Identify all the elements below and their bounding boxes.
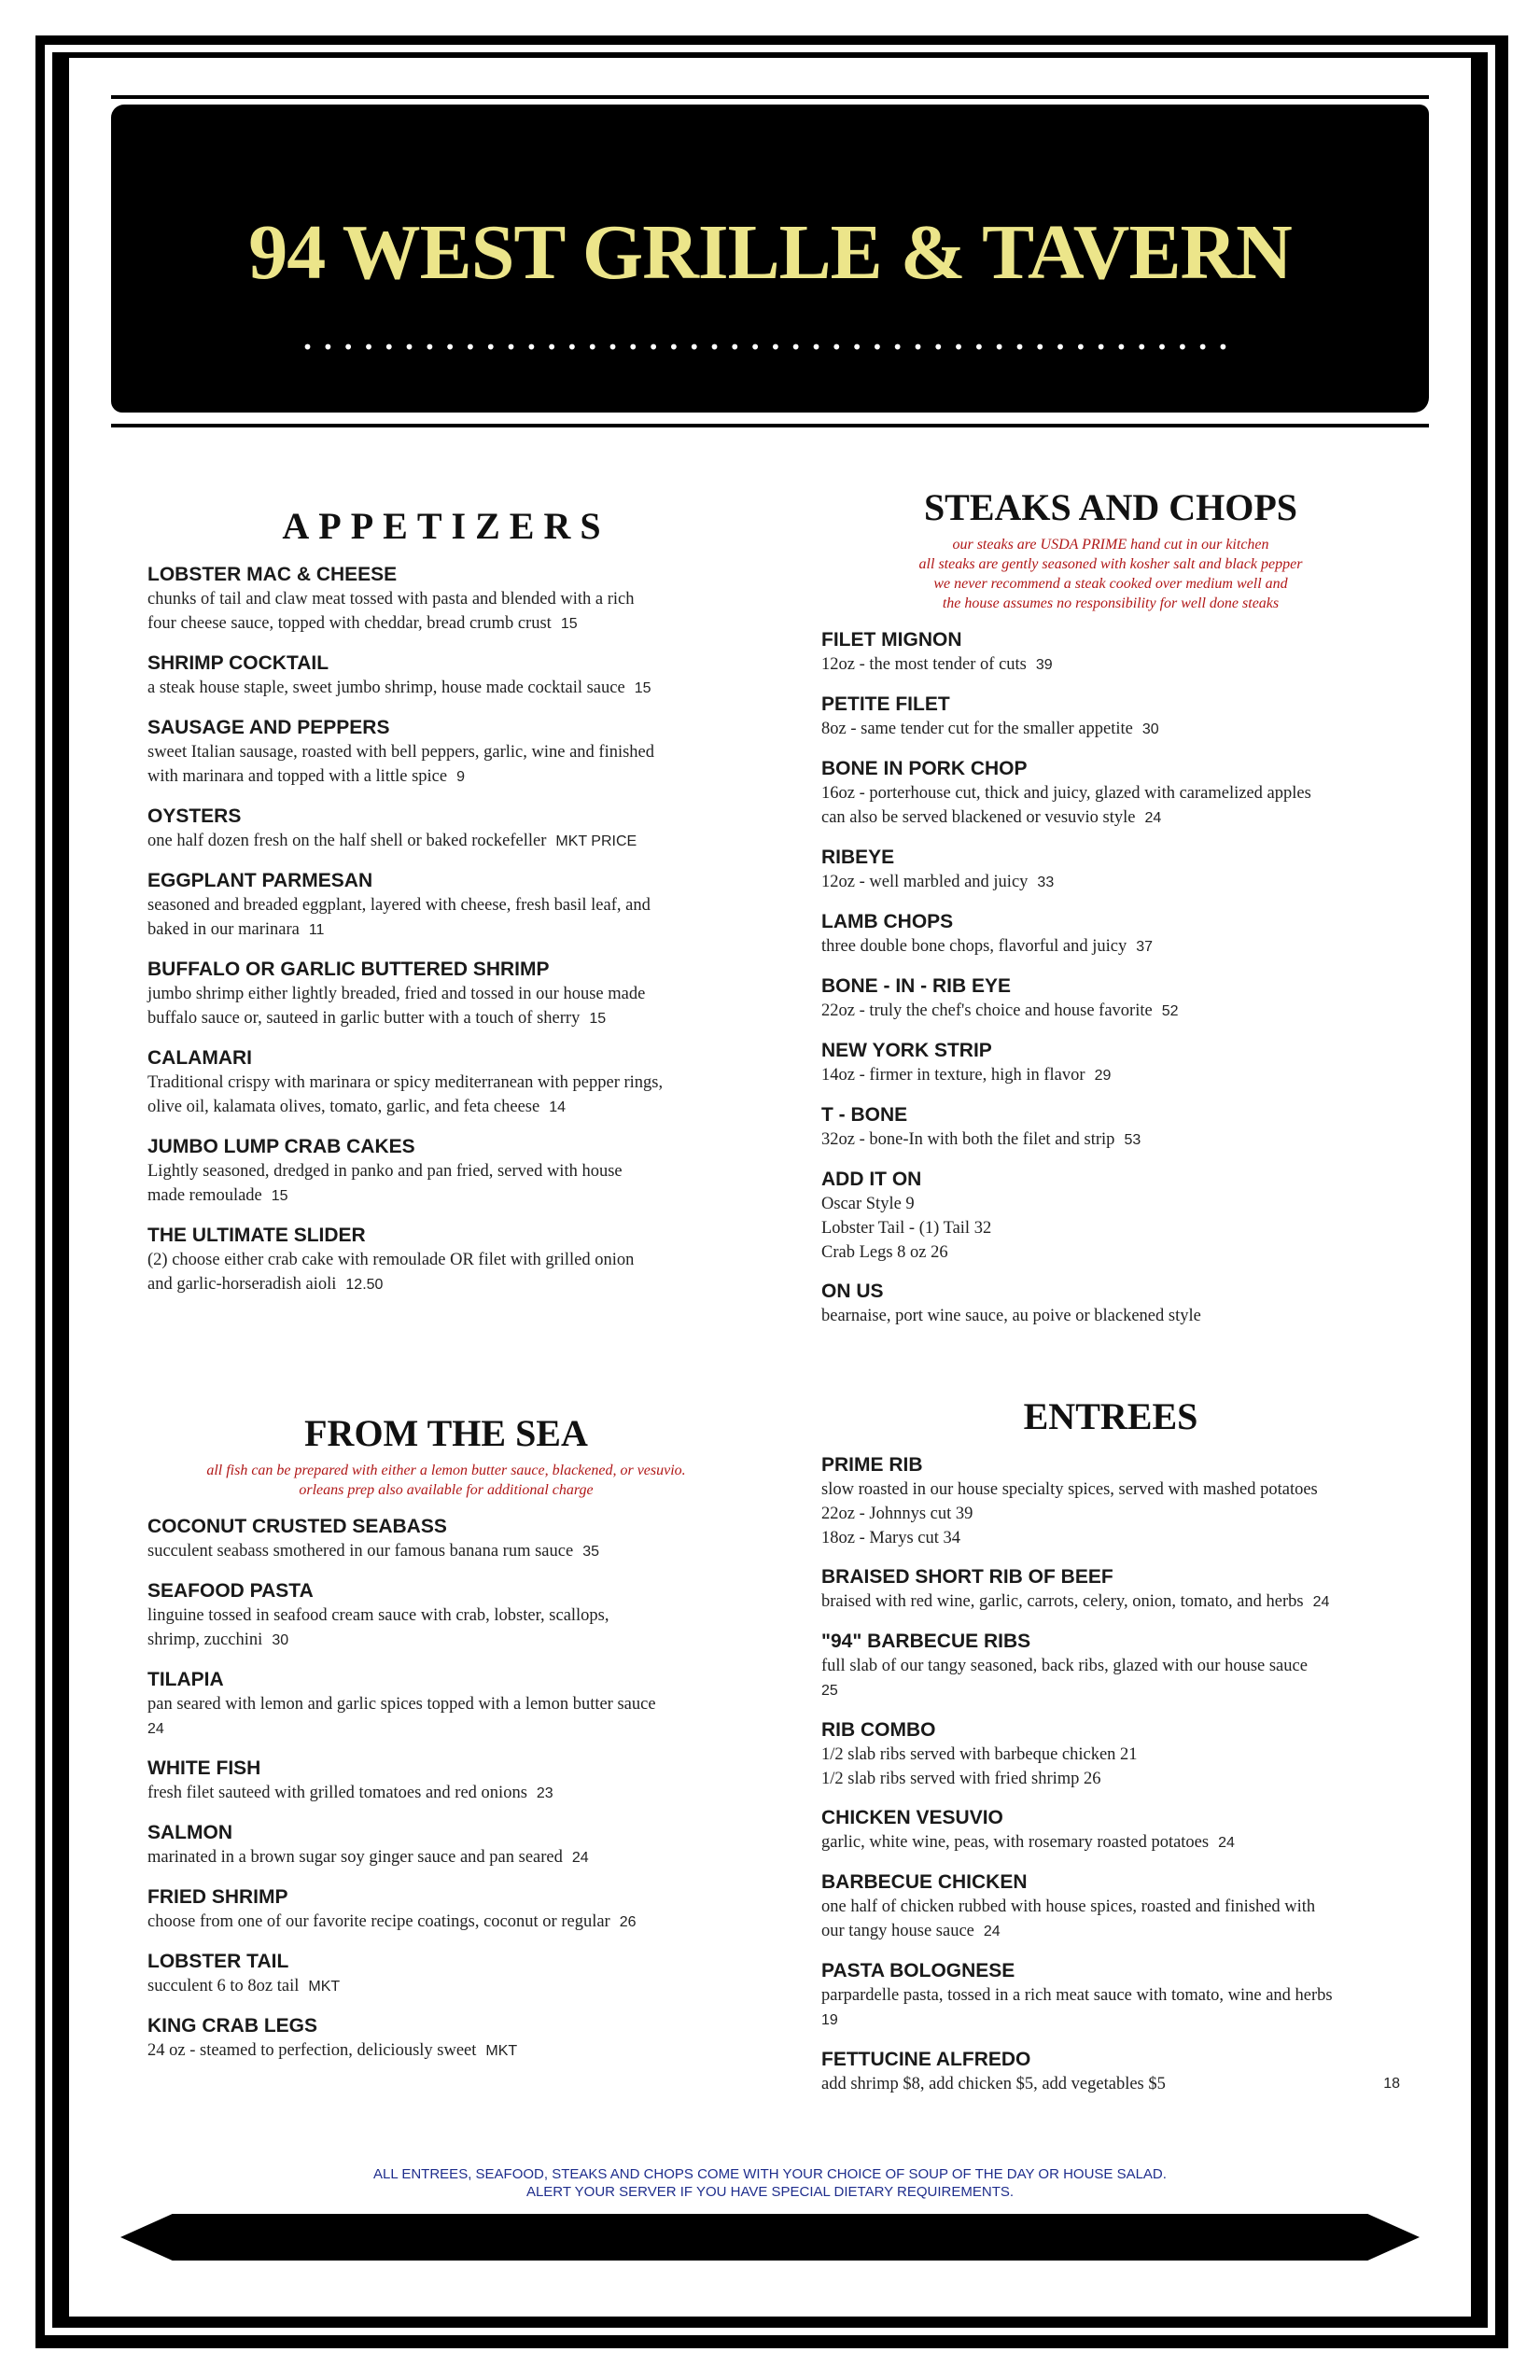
menu-item: [147, 1579, 745, 1653]
menu-item-description: [821, 1743, 1400, 1791]
menu-item-price: 30: [272, 1632, 289, 1648]
description-text: 1/2 slab ribs served with barbeque chicken 21: [821, 1745, 1138, 1764]
description-line: [147, 1248, 745, 1272]
description-line: [147, 1716, 745, 1742]
menu-item-price: 15: [560, 616, 578, 632]
description-text: succulent 6 to 8oz tail: [147, 1977, 300, 1995]
menu-item-description: [821, 1830, 1400, 1855]
description-text: made remoulade: [147, 1186, 262, 1205]
description-text: braised with red wine, garlic, carrots, celery, onion, tomato, and herbs: [821, 1592, 1304, 1611]
description-line: [147, 1071, 745, 1095]
description-text: 1/2 slab ribs served with fried shrimp 26: [821, 1770, 1101, 1788]
menu-item: [147, 2014, 745, 2064]
menu-item-price: 14: [549, 1099, 566, 1115]
menu-item: [821, 1959, 1400, 2033]
description-line: [147, 1692, 745, 1716]
menu-item: [821, 757, 1400, 831]
steaks-title: STEAKS AND CHOPS: [923, 486, 1298, 528]
menu-item: [821, 846, 1400, 895]
description-line: [147, 982, 745, 1006]
appetizers-title: APPETIZERS: [282, 505, 610, 547]
menu-item: [821, 693, 1400, 742]
description-text: Crab Legs 8 oz 26: [821, 1243, 948, 1262]
menu-item: [147, 958, 745, 1031]
steaks-note: [821, 535, 1400, 613]
description-text: Oscar Style 9: [821, 1195, 915, 1213]
menu-item: [147, 1821, 745, 1870]
menu-item-price: 24: [1144, 810, 1162, 826]
menu-item-description: [821, 1589, 1400, 1615]
menu-item-name: SAUSAGE AND PEPPERS: [147, 717, 390, 738]
menu-item-price: 30: [1141, 721, 1159, 737]
menu-item: [821, 2048, 1400, 2096]
menu-item: [821, 1565, 1400, 1615]
menu-item-price: 53: [1124, 1132, 1141, 1148]
menu-item-description: [147, 1910, 745, 1935]
menu-item-name: TILAPIA: [147, 1669, 224, 1690]
description-line: [147, 1845, 745, 1870]
menu-item-name: FRIED SHRIMP: [147, 1886, 288, 1908]
menu-item-description: [821, 1063, 1400, 1088]
description-line: [821, 652, 1400, 678]
menu-item-name: THE ULTIMATE SLIDER: [147, 1225, 366, 1246]
description-text: shrimp, zucchini: [147, 1631, 263, 1649]
menu-item-description: [821, 1895, 1400, 1944]
description-line: [821, 870, 1400, 895]
description-line: [821, 1895, 1400, 1919]
menu-item: [147, 869, 745, 943]
note-line: our steaks are USDA PRIME hand cut in our kitchen: [952, 537, 1269, 553]
description-line: [821, 934, 1400, 959]
menu-item-description: [147, 1071, 745, 1120]
menu-item-name: BONE - IN - RIB EYE: [821, 975, 1012, 997]
menu-item-price: 23: [536, 1785, 553, 1801]
menu-item-price: MKT: [308, 1979, 341, 1995]
description-line: [147, 1272, 745, 1297]
description-line: [147, 893, 745, 917]
sea-list: [147, 1515, 745, 2064]
menu-item-price: 29: [1094, 1068, 1112, 1084]
description-line: [147, 1628, 745, 1653]
menu-item-description: [821, 1192, 1400, 1265]
menu-page: [69, 58, 1471, 2317]
menu-item-price: 37: [1136, 939, 1154, 955]
menu-item-price: MKT: [485, 2043, 518, 2059]
menu-item-description: [147, 740, 745, 790]
menu-item-name: FILET MIGNON: [821, 629, 962, 651]
dot-divider: ••••••••••••••••••••••••••••••••••••••••••••••: [301, 336, 1239, 358]
description-line: [821, 1919, 1400, 1944]
menu-item-name: SHRIMP COCKTAIL: [147, 652, 329, 674]
menu-item-description: [821, 1983, 1400, 2033]
menu-item: [821, 910, 1400, 959]
menu-item-description: [147, 2038, 745, 2064]
description-text: 16oz - porterhouse cut, thick and juicy, glazed with caramelized apples: [821, 784, 1311, 803]
menu-item-price: 24: [1218, 1835, 1235, 1851]
menu-item: [147, 1757, 745, 1806]
menu-item-description: [147, 1845, 745, 1870]
menu-item-name: BUFFALO OR GARLIC BUTTERED SHRIMP: [147, 959, 550, 980]
description-text: 24 oz - steamed to perfection, deliciously sweet: [147, 2041, 477, 2060]
note-line: we never recommend a steak cooked over medium well and: [933, 576, 1288, 592]
menu-item-description: [821, 999, 1400, 1024]
menu-item: [821, 1870, 1400, 1944]
menu-item-name: WHITE FISH: [147, 1757, 261, 1779]
description-text: a steak house staple, sweet jumbo shrimp, house made cocktail sauce: [147, 679, 625, 697]
menu-item: [821, 1039, 1400, 1088]
description-text: Traditional crispy with marinara or spicy mediterranean with pepper rings,: [147, 1073, 664, 1092]
menu-item-name: CALAMARI: [147, 1047, 252, 1069]
menu-item-name: LAMB CHOPS: [821, 911, 954, 932]
menu-item-description: [147, 1248, 745, 1297]
menu-item: [821, 1168, 1400, 1265]
menu-item-price: MKT PRICE: [555, 833, 637, 849]
description-text: 22oz - truly the chef's choice and house favorite: [821, 1001, 1153, 1020]
menu-item-description: [821, 781, 1400, 831]
description-text: four cheese sauce, topped with cheddar, bread crumb crust: [147, 614, 552, 633]
note-line: orleans prep also available for additional charge: [299, 1482, 594, 1498]
description-text: three double bone chops, flavorful and juicy: [821, 937, 1127, 956]
menu-item-price: 24: [571, 1850, 589, 1866]
menu-item: [147, 1950, 745, 1999]
description-line: [821, 1240, 1400, 1265]
steaks-list: [821, 628, 1400, 1328]
menu-item: [147, 651, 745, 701]
sea-title: FROM THE SEA: [304, 1412, 588, 1454]
menu-item: [147, 805, 745, 854]
menu-item: [147, 1885, 745, 1935]
menu-item-description: [147, 893, 745, 943]
menu-item-name: RIB COMBO: [821, 1719, 936, 1741]
menu-item-name: PETITE FILET: [821, 693, 950, 715]
description-line: [147, 1781, 745, 1806]
description-text: parpardelle pasta, tossed in a rich meat sauce with tomato, wine and herbs: [821, 1986, 1333, 2005]
description-line: [147, 2038, 745, 2064]
menu-item-price: 24: [1312, 1594, 1330, 1610]
description-line: [147, 1539, 745, 1564]
menu-item-description: [147, 982, 745, 1031]
note-line: the house assumes no responsibility for well done steaks: [942, 595, 1280, 611]
menu-item-name: EGGPLANT PARMESAN: [147, 870, 373, 891]
menu-item: [147, 1515, 745, 1564]
description-text: fresh filet sauteed with grilled tomatoes and red onions: [147, 1784, 527, 1802]
description-line: [821, 2072, 1400, 2096]
menu-item-description: [147, 1781, 745, 1806]
description-line: [147, 829, 745, 854]
menu-item-description: [821, 1654, 1400, 1703]
description-text: buffalo sauce or, sauteed in garlic butter with a touch of sherry: [147, 1009, 581, 1028]
description-line: [821, 1743, 1400, 1767]
menu-item-name: BARBECUE CHICKEN: [821, 1871, 1028, 1893]
description-text: 12oz - well marbled and juicy: [821, 873, 1029, 891]
description-line: [147, 1095, 745, 1120]
menu-item-description: [147, 1692, 745, 1742]
description-text: can also be served blackened or vesuvio style: [821, 808, 1136, 827]
description-line: [821, 1127, 1400, 1153]
menu-item-name: PRIME RIB: [821, 1454, 923, 1476]
description-text: succulent seabass smothered in our famous banana rum sauce: [147, 1542, 574, 1561]
header-top-rule: [111, 95, 1429, 99]
description-text: add shrimp $8, add chicken $5, add vegetables $5: [821, 2075, 1166, 2093]
description-text: seasoned and breaded eggplant, layered with cheese, fresh basil leaf, and: [147, 896, 651, 915]
description-line: [147, 1159, 745, 1183]
footer-line-1: ALL ENTREES, SEAFOOD, STEAKS AND CHOPS COME WITH YOUR CHOICE OF SOUP OF THE DAY OR HOUSE SALAD.: [373, 2166, 1167, 2182]
description-text: olive oil, kalamata olives, tomato, garlic, and feta cheese: [147, 1098, 540, 1116]
menu-item-name: COCONUT CRUSTED SEABASS: [147, 1516, 447, 1537]
note-line: all fish can be prepared with either a lemon butter sauce, blackened, or vesuvio.: [206, 1463, 686, 1478]
description-text: 32oz - bone-In with both the filet and strip: [821, 1130, 1115, 1149]
entrees-section: [821, 1394, 1400, 2096]
menu-item-name: KING CRAB LEGS: [147, 2015, 318, 2037]
menu-item: [821, 1630, 1400, 1703]
menu-item-description: [147, 1603, 745, 1653]
menu-item-price: 15: [271, 1188, 288, 1204]
menu-item-name: NEW YORK STRIP: [821, 1040, 992, 1061]
note-line: all steaks are gently seasoned with kosher salt and black pepper: [918, 556, 1303, 572]
description-text: and garlic-horseradish aioli: [147, 1275, 337, 1294]
description-text: 8oz - same tender cut for the smaller appetite: [821, 720, 1133, 738]
description-text: linguine tossed in seafood cream sauce with crab, lobster, scallops,: [147, 1606, 609, 1625]
description-line: [147, 917, 745, 943]
description-line: [821, 1502, 1400, 1526]
description-line: [147, 764, 745, 790]
footer-note: [69, 2165, 1471, 2201]
description-text: Lightly seasoned, dredged in panko and pan fried, served with house: [147, 1162, 623, 1181]
description-line: [147, 1910, 745, 1935]
description-line: [821, 1304, 1400, 1328]
menu-item-description: [821, 934, 1400, 959]
menu-item-price: 19: [821, 2012, 838, 2028]
menu-item-description: [821, 717, 1400, 742]
description-text: 22oz - Johnnys cut 39: [821, 1505, 973, 1523]
description-text: choose from one of our favorite recipe coatings, coconut or regular: [147, 1912, 610, 1931]
menu-item-price: 11: [308, 922, 325, 938]
description-text: our tangy house sauce: [821, 1922, 974, 1940]
menu-item-description: [821, 652, 1400, 678]
description-line: [821, 1678, 1400, 1703]
menu-item-name: "94" BARBECUE RIBS: [821, 1631, 1031, 1652]
description-text: 18oz - Marys cut 34: [821, 1529, 960, 1547]
restaurant-title: 94 WEST GRILLE & TAVERN: [248, 209, 1292, 296]
menu-item: [821, 1453, 1400, 1550]
description-line: [821, 805, 1400, 831]
menu-item-description: [821, 2072, 1400, 2096]
description-line: [147, 1006, 745, 1031]
appetizers-section: [147, 504, 745, 1297]
menu-item-price: 24: [983, 1924, 1001, 1939]
steaks-section: [821, 485, 1400, 1328]
menu-item: [821, 1718, 1400, 1791]
menu-item-price: 52: [1161, 1003, 1179, 1019]
menu-item-price: 25: [821, 1683, 838, 1699]
menu-item-name: CHICKEN VESUVIO: [821, 1807, 1003, 1828]
description-text: full slab of our tangy seasoned, back ribs, glazed with our house sauce: [821, 1657, 1308, 1675]
menu-item-price: 24: [147, 1721, 164, 1737]
menu-item: [147, 716, 745, 790]
description-line: [147, 740, 745, 764]
description-line: [821, 1767, 1400, 1791]
description-text: baked in our marinara: [147, 920, 300, 939]
description-line: [147, 1603, 745, 1628]
description-line: [821, 781, 1400, 805]
description-line: [821, 1526, 1400, 1550]
description-text: 12oz - the most tender of cuts: [821, 655, 1027, 674]
menu-item-name: PASTA BOLOGNESE: [821, 1960, 1015, 1981]
menu-item: [821, 974, 1400, 1024]
description-line: [147, 611, 745, 637]
menu-item: [821, 1280, 1400, 1328]
menu-item-price: 9: [456, 769, 465, 785]
description-line: [821, 1063, 1400, 1088]
description-line: [821, 1589, 1400, 1615]
menu-item-name: BONE IN PORK CHOP: [821, 758, 1028, 779]
menu-item-name: ADD IT ON: [821, 1169, 922, 1190]
menu-item: [821, 1103, 1400, 1153]
menu-item-name: T - BONE: [821, 1104, 908, 1126]
description-line: [821, 1192, 1400, 1216]
header-bottom-rule: [111, 424, 1429, 427]
menu-item-name: ON US: [821, 1281, 884, 1302]
description-text: Lobster Tail - (1) Tail 32: [821, 1219, 992, 1238]
menu-item: [147, 1135, 745, 1209]
description-text: with marinara and topped with a little spice: [147, 767, 448, 786]
description-line: [147, 1183, 745, 1209]
sea-note: [147, 1461, 745, 1500]
menu-item-price: 15: [634, 680, 651, 696]
menu-item: [821, 1806, 1400, 1855]
menu-item-description: [147, 1539, 745, 1564]
appetizers-list: [147, 563, 745, 1297]
description-line: [821, 2008, 1400, 2033]
description-line: [821, 1983, 1400, 2008]
description-line: [821, 717, 1400, 742]
menu-item-price: 12.50: [345, 1277, 384, 1293]
menu-item-price: 18: [1383, 2076, 1400, 2092]
description-text: (2) choose either crab cake with remoulade OR filet with grilled onion: [147, 1251, 635, 1269]
menu-item: [147, 563, 745, 637]
menu-item-name: SALMON: [147, 1822, 232, 1843]
entrees-title: ENTREES: [1023, 1395, 1198, 1437]
header-banner: [111, 105, 1429, 413]
menu-item-price: 26: [619, 1914, 637, 1930]
description-text: one half of chicken rubbed with house spices, roasted and finished with: [821, 1897, 1316, 1916]
description-line: [147, 587, 745, 611]
description-line: [821, 1830, 1400, 1855]
menu-item-description: [147, 829, 745, 854]
menu-item-description: [147, 1159, 745, 1209]
sea-section: [147, 1411, 745, 2064]
menu-item-price: 35: [582, 1544, 599, 1560]
menu-item-name: RIBEYE: [821, 847, 895, 868]
menu-item-price: 15: [589, 1011, 607, 1027]
description-line: [147, 676, 745, 701]
description-text: bearnaise, port wine sauce, au poive or blackened style: [821, 1307, 1201, 1325]
menu-item-description: [821, 870, 1400, 895]
description-text: chunks of tail and claw meat tossed with pasta and blended with a rich: [147, 590, 635, 609]
description-line: [821, 999, 1400, 1024]
menu-item-name: LOBSTER TAIL: [147, 1951, 289, 1972]
description-line: [821, 1654, 1400, 1678]
menu-item: [147, 1046, 745, 1120]
menu-item-name: OYSTERS: [147, 805, 242, 827]
description-text: garlic, white wine, peas, with rosemary roasted potatoes: [821, 1833, 1210, 1852]
menu-item-name: JUMBO LUMP CRAB CAKES: [147, 1136, 415, 1157]
menu-item-name: BRAISED SHORT RIB OF BEEF: [821, 1566, 1113, 1588]
menu-item: [821, 628, 1400, 678]
description-text: jumbo shrimp either lightly breaded, fried and tossed in our house made: [147, 985, 646, 1003]
description-text: slow roasted in our house specialty spices, served with mashed potatoes: [821, 1480, 1318, 1499]
menu-item-name: SEAFOOD PASTA: [147, 1580, 314, 1602]
description-text: pan seared with lemon and garlic spices topped with a lemon butter sauce: [147, 1695, 656, 1714]
description-text: marinated in a brown sugar soy ginger sauce and pan seared: [147, 1848, 563, 1867]
footer-line-2: ALERT YOUR SERVER IF YOU HAVE SPECIAL DIETARY REQUIREMENTS.: [525, 2184, 1015, 2200]
entrees-list: [821, 1453, 1400, 2096]
menu-item: [147, 1224, 745, 1297]
menu-item-description: [147, 1974, 745, 1999]
description-text: one half dozen fresh on the half shell or baked rockefeller: [147, 832, 547, 850]
menu-item-price: 33: [1037, 875, 1055, 890]
menu-item-name: LOBSTER MAC & CHEESE: [147, 564, 398, 585]
description-text: 14oz - firmer in texture, high in flavor: [821, 1066, 1085, 1085]
bottom-banner: [120, 2214, 1420, 2261]
description-line: [821, 1477, 1400, 1502]
description-line: [147, 1974, 745, 1999]
description-text: sweet Italian sausage, roasted with bell peppers, garlic, wine and finished: [147, 743, 655, 762]
menu-item-description: [821, 1127, 1400, 1153]
menu-item-description: [147, 676, 745, 701]
menu-item-name: FETTUCINE ALFREDO: [821, 2049, 1031, 2070]
menu-item-description: [147, 587, 745, 637]
description-line: [821, 1216, 1400, 1240]
menu-item-description: [821, 1477, 1400, 1550]
menu-item: [147, 1668, 745, 1742]
menu-item-price: 39: [1035, 657, 1053, 673]
menu-item-description: [821, 1304, 1400, 1328]
